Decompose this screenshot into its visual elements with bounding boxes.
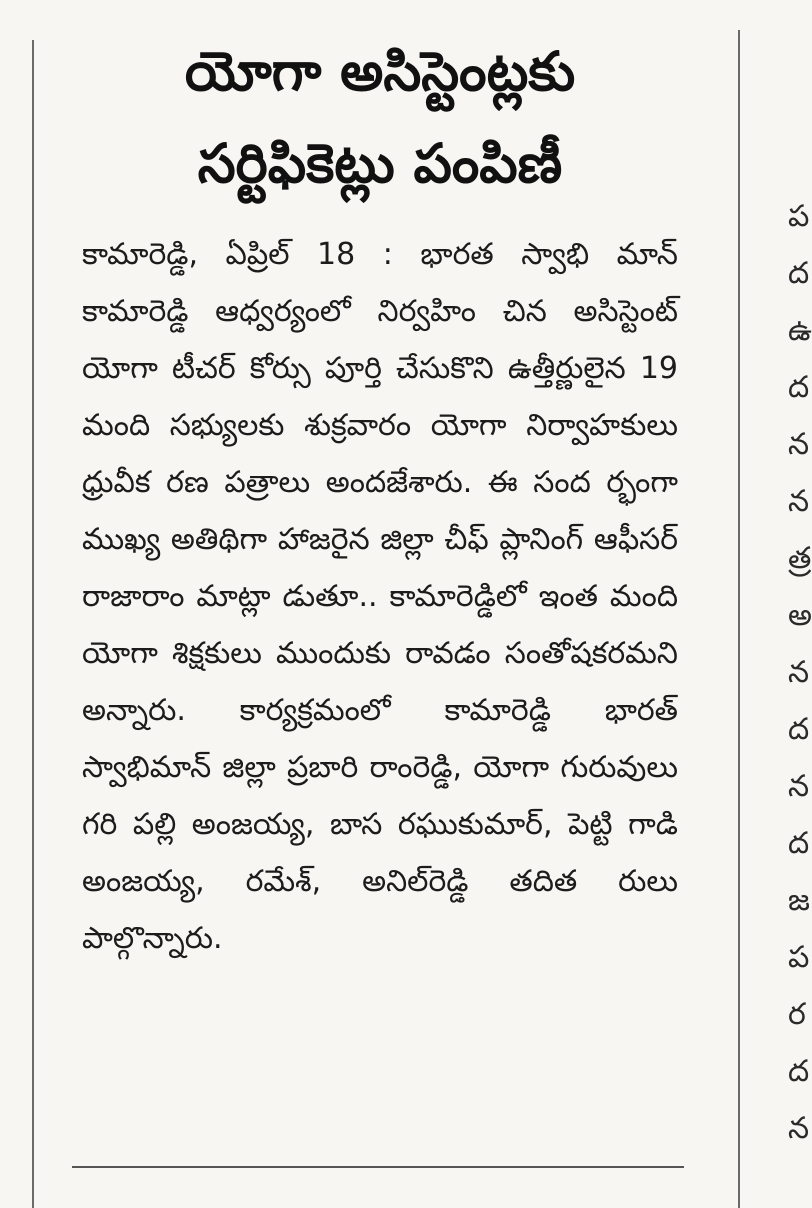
fragment: అ (788, 598, 812, 633)
adjacent-column-fragment (788, 188, 812, 1157)
fragment: ఉ (788, 313, 812, 348)
fragment: న (788, 484, 810, 519)
article-end-rule (72, 1166, 684, 1168)
column-rule-left (32, 40, 34, 1208)
fragment: ద (788, 256, 810, 291)
fragment: ర (788, 997, 806, 1032)
fragment: న (788, 769, 810, 804)
fragment: ద (788, 1054, 810, 1089)
fragment: ద (788, 370, 810, 405)
fragment: ప (788, 199, 810, 234)
fragment: ద (788, 826, 810, 861)
headline-line-1: యోగా అసిస్టెంట్లకు (184, 40, 576, 103)
fragment: ప (788, 940, 810, 975)
column-rule-right (738, 30, 740, 1208)
fragment: న (788, 427, 810, 462)
news-article (60, 26, 700, 967)
fragment: న (788, 1111, 810, 1146)
article-body: కామారెడ్డి, ఏప్రిల్ 18 : భారత స్వాభి మాన్ కామారెడ్డి ఆధ్వర్యంలో నిర్వహిం చిన అసిస్టెంట్ యోగా టీచర్ కోర్సు పూర్తి చేసుకొని ఉత్తీర్ణులైన 19 మంది సభ్యులకు శుక్రవారం యోగా నిర్వాహకులు ధ్రువీక రణ పత్రాలు అందజేశారు. ఈ సంద ర్భంగా ముఖ్య అతిథిగా హాజరైన జిల్లా చీఫ్ ప్లానింగ్ ఆఫీసర్ రాజారాం మాట్లా డుతూ.. కామారెడ్డిలో ఇంత మంది యోగా శిక్షకులు ముందుకు రావడం సంతోషకరమని అన్నారు. కార్యక్రమంలో కామారెడ్డి భారత్ స్వాభిమాన్ జిల్లా ప్రబారి రాంరెడ్డి, యోగా గురువులు గరి పల్లి అంజయ్య, బాస రఘుకుమార్, పెట్టి గాడి అంజయ్య, రమేశ్, అనిల్‌రెడ్డి తదిత రులు పాల్గొన్నారు. (82, 237, 678, 956)
fragment: న (788, 655, 810, 690)
fragment: త్ర (788, 541, 812, 576)
headline (60, 26, 700, 210)
headline-line-2: సర్టిఫికెట్లు పంపిణీ (197, 132, 563, 195)
fragment: జ (788, 883, 810, 918)
fragment: ద (788, 712, 810, 747)
